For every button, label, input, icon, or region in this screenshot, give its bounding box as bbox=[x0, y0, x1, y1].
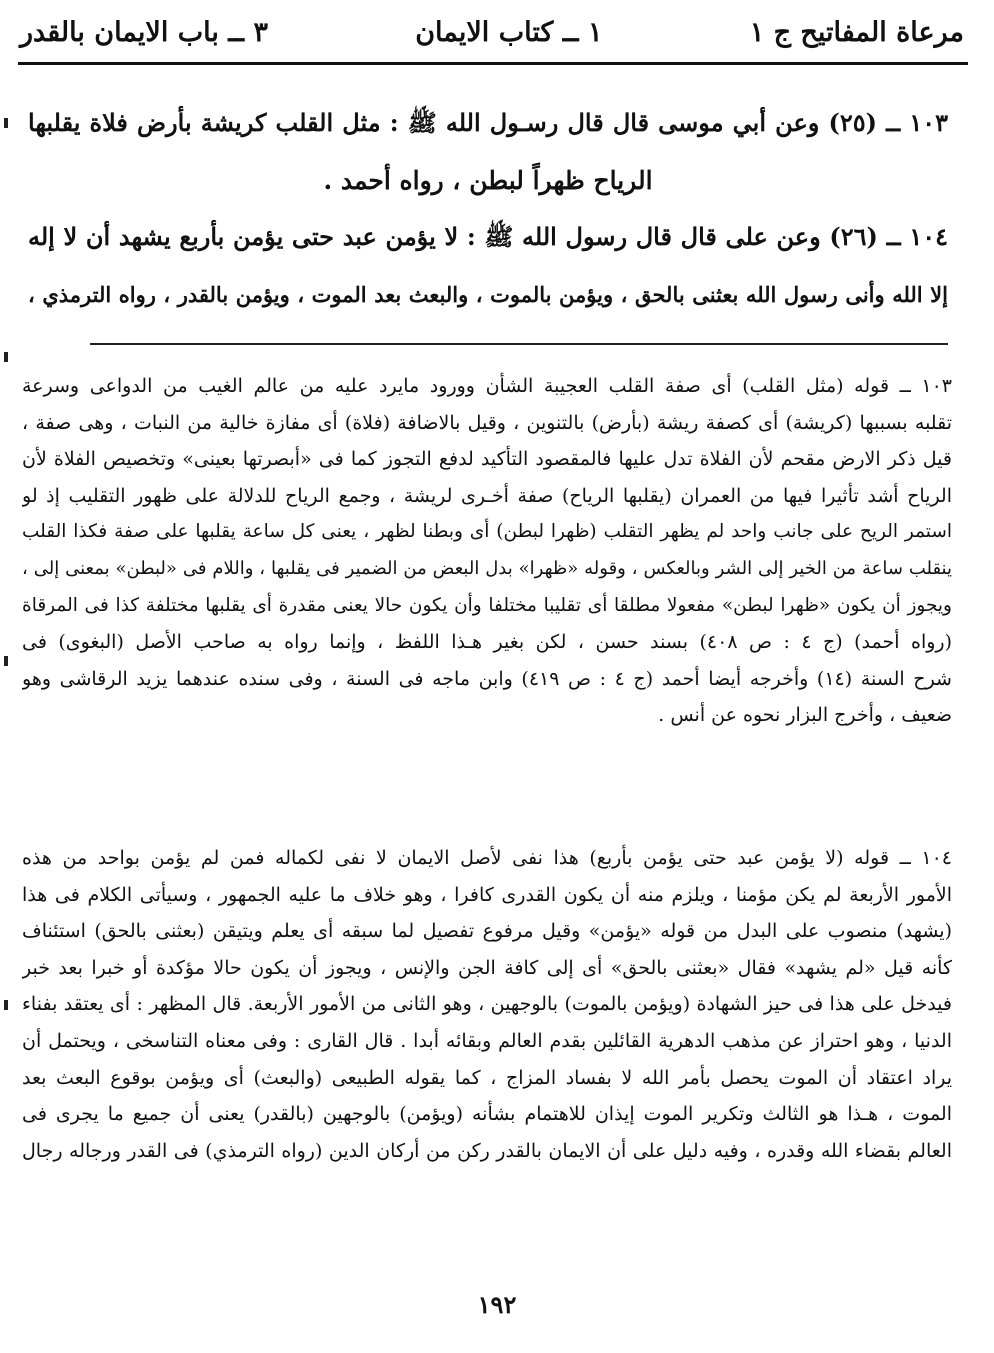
commentary-line: قيل ذكر الارض مقحم لأن الفلاة تدل عليها فالمقصود التأكيد لدفع التجوز كما فى «أبصرتها بعينى» وتخصيص الفلاة لأن bbox=[22, 448, 952, 471]
scan-margin-mark bbox=[4, 656, 8, 666]
commentary-line: يراد اعتقاد أن الموت يحصل بأمر الله لا بفساد المزاج ، كما يقوله الطبيعى (والبعث) أى ويؤمن بوقوع البعث بعد bbox=[22, 1066, 952, 1089]
commentary-line: العالم بقضاء الله وقدره ، وفيه دليل على أن الايمان بالقدر ركن من أركان الدين (رواه الترمذي) فى القدر ورجاله رجال bbox=[22, 1139, 952, 1162]
commentary-103 bbox=[22, 368, 952, 734]
hadith-104-line-2: إلا الله وأنى رسول الله بعثنى بالحق ، ويؤمن بالموت ، والبعث بعد الموت ، ويؤمن بالقدر ، رواه الترمذي ، bbox=[28, 282, 948, 307]
hadith-103 bbox=[28, 94, 948, 210]
header-chapter: ١ ــ كتاب الايمان bbox=[415, 16, 603, 48]
commentary-line: الدنيا ، وهو احتراز عن مذهب الدهرية القائلين بقدم العالم وبقائه أبدا . قال القارى : وفى معناه التناسخى ، ويحتمل أن bbox=[22, 1029, 952, 1052]
hadith-104-line-1: ١٠٤ ــ (٢٦) وعن على قال قال رسول الله ﷺ : لا يؤمن عبد حتى يؤمن بأربع يشهد أن لا إله bbox=[28, 222, 948, 251]
hadith-103-line-2: الرياح ظهراً لبطن ، رواه أحمد . bbox=[323, 166, 653, 195]
hadith-104 bbox=[28, 208, 948, 324]
commentary-line: تقلبه بسببها (كريشة) أى كصفة ريشة (بأرض) بالتنوين ، وقيل بالاضافة (فلاة) أى مفازة خالية من النبات ، وهى صفة ، bbox=[22, 411, 952, 434]
page-number: ١٩٢ bbox=[477, 1290, 517, 1319]
commentary-104 bbox=[22, 840, 952, 1169]
commentary-line: الرياح أشد تأثيرا فيها من العمران (يقلبها الرياح) صفة أخـرى لريشة ، وجمع الرياح للدلالة على ظهور التقليب إذ لو bbox=[22, 484, 952, 507]
scan-margin-mark bbox=[4, 118, 8, 128]
commentary-line: كأنه قيل «لم يشهد» فقال «بعثنى بالحق» أى إلى كافة الجن والإنس ، ويجوز أن يكون حالا مؤكدة أو خبرا بعد خبر bbox=[22, 956, 952, 979]
commentary-line: ضعيف ، وأخرج البزار نحوه عن أنس . bbox=[658, 704, 952, 727]
commentary-line: شرح السنة (١٤) وأخرجه أيضا أحمد (ج ٤ : ص ٤١٩) وابن ماجه فى السنة ، وفى سنده عندهما يزيد الرقاشى وهو bbox=[22, 667, 952, 690]
commentary-line: فيدخل على هذا فى حيز الشهادة (ويؤمن بالموت) بالوجهين ، وهو الثانى من الأمور الأربعة. قال المظهر : أى يعتقد بفناء bbox=[22, 993, 952, 1016]
scan-margin-mark bbox=[4, 1000, 8, 1010]
header-section: ٣ ــ باب الايمان بالقدر bbox=[20, 16, 269, 48]
commentary-line: ١٠٤ ــ قوله (لا يؤمن عبد حتى يؤمن بأربع) هذا نفى لأصل الايمان لا نفى لكماله فمن لم يؤمن بواحد من هذه bbox=[22, 847, 952, 869]
hadith-103-line-1: ١٠٣ ــ (٢٥) وعن أبي موسى قال قال رسـول الله ﷺ : مثل القلب كريشة بأرض فلاة يقلبها bbox=[28, 108, 948, 137]
commentary-line: ١٠٣ ــ قوله (مثل القلب) أى صفة القلب العجيبة الشأن وورود مايرد عليه من عالم الغيب من الدواعى وسرعة bbox=[22, 375, 952, 397]
commentary-line: (يشهد) منصوب على البدل من قوله «يؤمن» وقيل مرفوع تفصيل لما سبقه أى يعلم ويتيقن (بعثنى بالحق) استئناف bbox=[22, 920, 952, 943]
header-book-volume: مرعاة المفاتيح ج ١ bbox=[749, 16, 964, 48]
header-divider bbox=[18, 62, 968, 65]
commentary-line: ويجوز أن يكون «ظهرا لبطن» مفعولا مطلقا أى تقليبا مختلفا وأن يكون حالا يعنى مقدرة أى يقلبها مختلفة كذا فى المرقاة bbox=[22, 594, 952, 616]
scan-margin-mark bbox=[4, 352, 8, 362]
commentary-line: الموت ، هـذا هو الثالث وتكرير الموت إيذان للاهتمام بشأنه (ويؤمن) بالوجهين (بالقدر) يعنى أن جميع ما يجرى فى bbox=[22, 1103, 952, 1126]
running-header bbox=[20, 12, 964, 52]
commentary-divider bbox=[90, 343, 948, 345]
commentary-line: (رواه أحمد) (ج ٤ : ص ٤٠٨) بسند حسن ، لكن بغير هـذا اللفظ ، وإنما رواه به صاحب الأصل (البغوى) فى bbox=[22, 631, 952, 654]
commentary-line: استمر الريح على جانب واحد لم يظهر التقلب (ظهرا لبطن) أى وبطنا لظهر ، يعنى كل ساعة يقلبها على صفة فكذا القلب bbox=[22, 521, 952, 543]
commentary-line: ينقلب ساعة من الخير إلى الشر وبالعكس ، وقوله «ظهرا» بدل البعض من الضمير فى يقلبها ، واللام فى «لبطن» بمعنى إلى ، bbox=[22, 557, 952, 579]
commentary-line: الأمور الأربعة لم يكن مؤمنا ، ويلزم منه أن يكون القدرى كافرا ، وهو خلاف ما عليه الجمهور ، وسيأتى الكلام فى هذا bbox=[22, 883, 952, 906]
